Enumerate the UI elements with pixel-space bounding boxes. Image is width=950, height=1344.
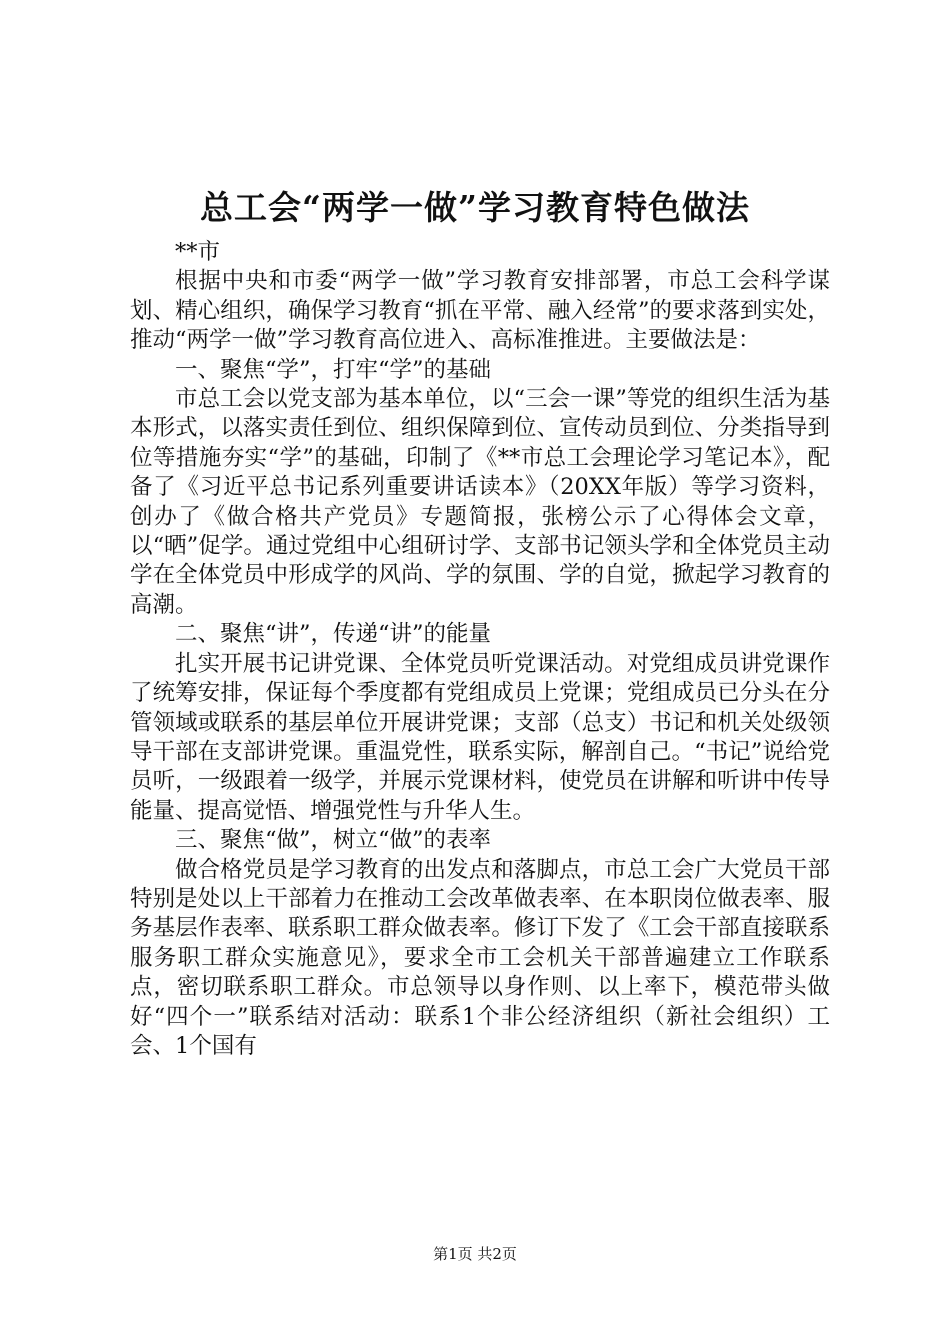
- section-heading-1: 一、聚焦“学”，打牢“学”的基础: [175, 356, 492, 383]
- document-title: 总工会“两学一做”学习教育特色做法: [200, 188, 750, 227]
- section-heading-2: 二、聚焦“讲”，传递“讲”的能量: [175, 621, 492, 648]
- section-paragraph-1: 市总工会以党支部为基本单位，以“三会一课”等党的组织生活为基本形式，以落实责任到位、组织保障到位、宣传动员到位、分类指导到位等措施夯实“学”的基础，印制了《**市总工会理论学习笔记本》，配备了《习近平总书记系列重要讲话读本》（20XX年版）等学习资料，创办了《做合格共产党员》专题简报，张榜公示了心得体会文章，以“晒”促学。通过党组中心组研讨学、支部书记领头学和全体党员主动学在全体党员中形成学的风尚、学的氛围、学的自觉，掀起学习教育的高潮。: [130, 386, 830, 618]
- section-paragraph-3: 做合格党员是学习教育的出发点和落脚点，市总工会广大党员干部特别是处以上干部着力在推动工会改革做表率、在本职岗位做表率、服务基层作表率、联系职工群众做表率。修订下发了《工会干部直接联系服务职工群众实施意见》，要求全市工会机关干部普遍建立工作联系点，密切联系职工群众。市总领导以身作则、以上率下，模范带头做好“四个一”联系结对活动：联系1个非公经济组织（新社会组织）工会、1个国有: [130, 856, 830, 1059]
- intro-paragraph: 根据中央和市委“两学一做”学习教育安排部署，市总工会科学谋划、精心组织，确保学习教育“抓在平常、融入经常”的要求落到实处，推动“两学一做”学习教育高位进入、高标准推进。主要做法是：: [130, 268, 830, 354]
- section-paragraph-2: 扎实开展书记讲党课、全体党员听党课活动。对党组成员讲党课作了统筹安排，保证每个季度都有党组成员上党课；党组成员已分头在分管领域或联系的基层单位开展讲党课；支部（总支）书记和机关处级领导干部在支部讲党课。重温党性，联系实际，解剖自己。“书记”说给党员听，一级跟着一级学，并展示党课材料，使党员在讲解和听讲中传导能量、提高觉悟、增强党性与升华人生。: [130, 650, 830, 824]
- document-body: [130, 238, 830, 1061]
- author-line: **市: [175, 239, 221, 265]
- page-footer: 第1页 共2页: [433, 1245, 517, 1263]
- section-heading-3: 三、聚焦“做”，树立“做”的表率: [175, 827, 492, 854]
